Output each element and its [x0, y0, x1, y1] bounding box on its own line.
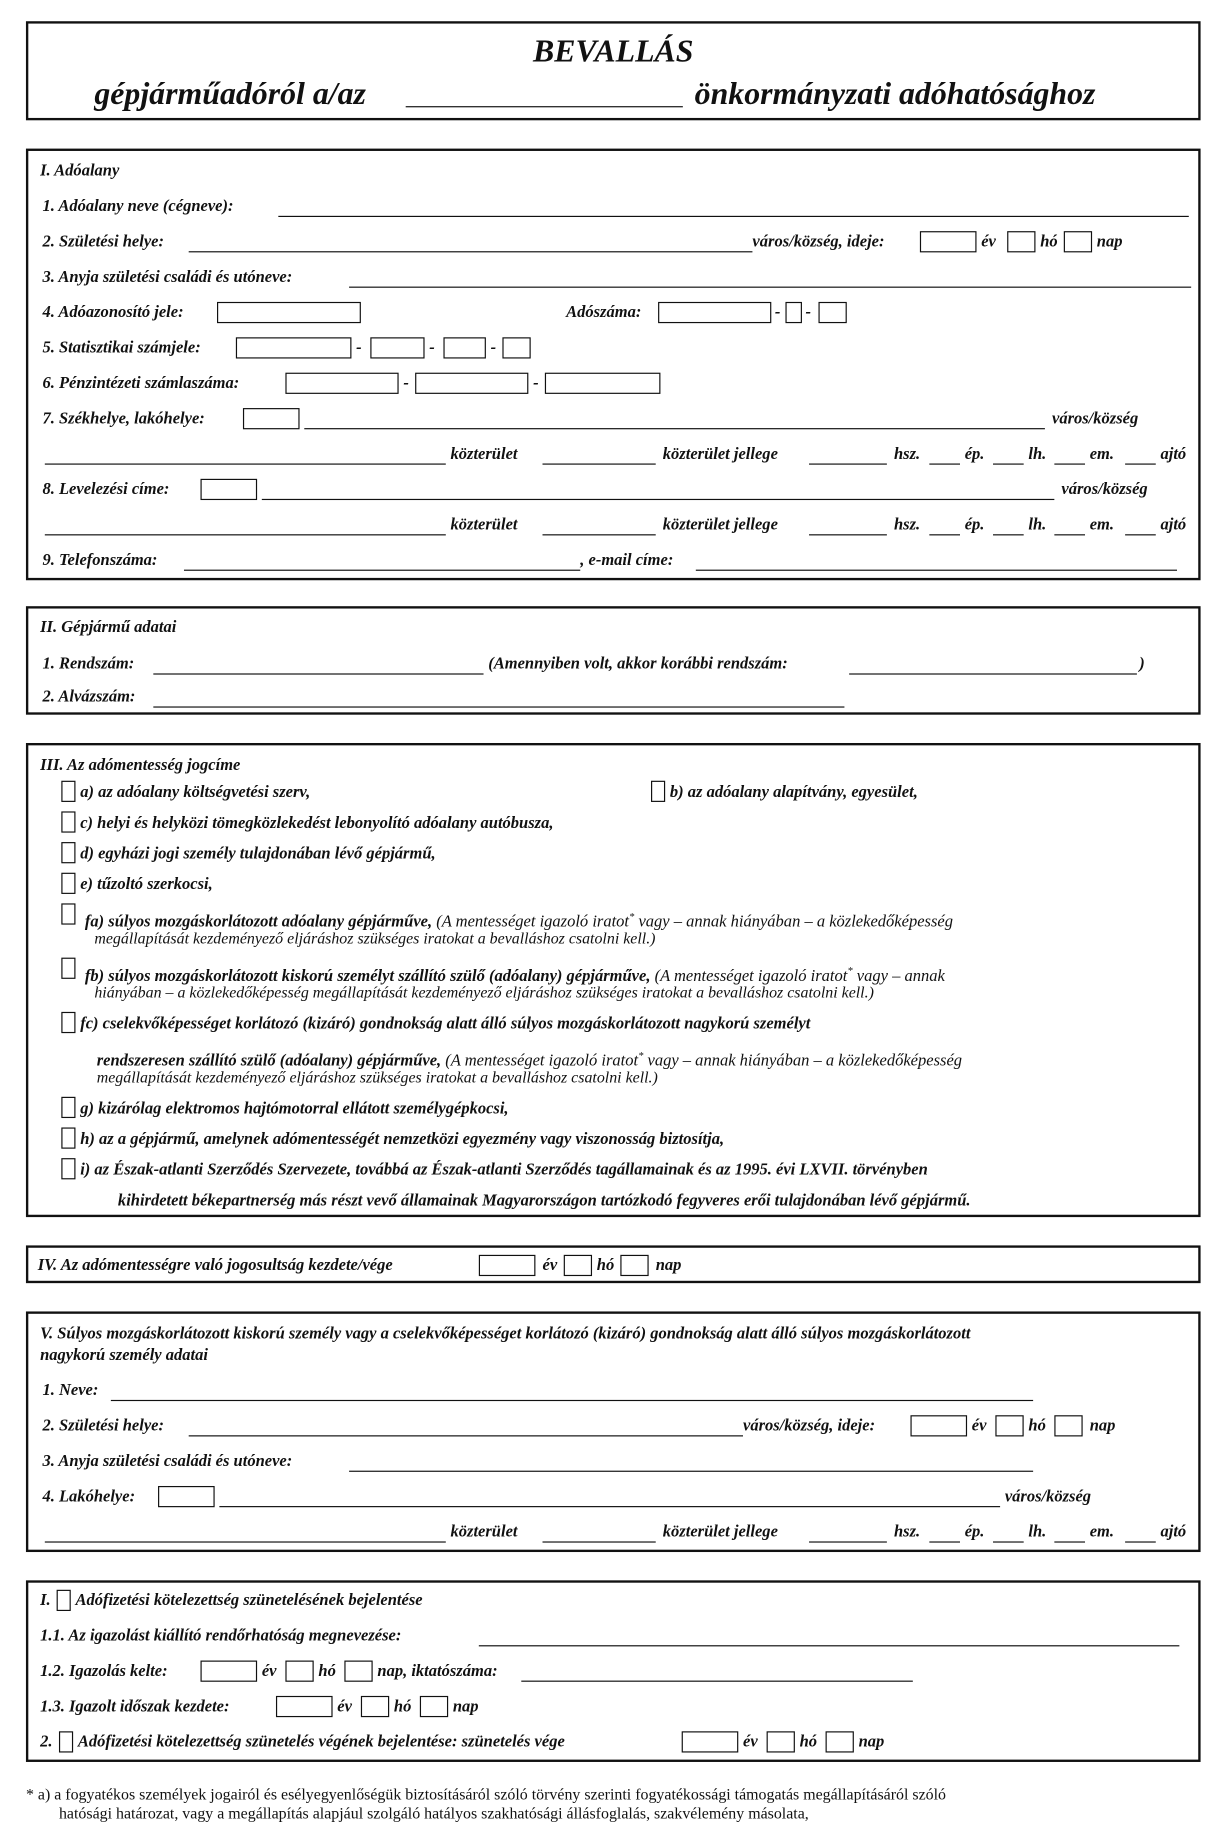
- section-taxpayer: [26, 149, 1201, 581]
- birth-date-label: város/község, ideje:: [752, 233, 885, 252]
- house-number-label: hsz.: [893, 445, 921, 464]
- day-label: nap: [1089, 1417, 1116, 1436]
- postal-code-box[interactable]: [243, 408, 300, 429]
- staircase-field[interactable]: [993, 463, 1024, 464]
- person-mother-name-label: 3. Anyja születési családi és utóneve:: [42, 1452, 293, 1471]
- mailing-door-field[interactable]: [1125, 534, 1156, 535]
- city-field[interactable]: [304, 428, 1045, 429]
- birth-day-box[interactable]: [1064, 231, 1092, 252]
- chassis-number-label: 2. Alvázszám:: [42, 688, 136, 707]
- dash: -: [805, 304, 812, 322]
- building-label: ép.: [964, 1523, 985, 1542]
- section-vehicle: [26, 606, 1201, 715]
- exemption-fc-note-2: vagy – annak hiányában – a közlekedőképesség: [647, 1052, 963, 1071]
- exemption-e-checkbox[interactable]: [61, 873, 75, 894]
- exemption-fa-note-2: vagy – annak hiányában – a közlekedőképesség: [638, 913, 953, 932]
- certificate-day-box[interactable]: [344, 1661, 372, 1682]
- footnote-line-1: * a) a fogyatékos személyek jogairól és esélyegyenlőségük biztosításáról szóló törvény szerinti fogyatékossági támogatás megállapításáról szóló: [25, 1785, 947, 1804]
- email-field[interactable]: [696, 570, 1177, 571]
- footnote-line-2: hatósági határozat, vagy a megállapítás alapjául szolgáló hatályos szakhatósági állásfoglalás, szakvélemény másolata,: [58, 1804, 809, 1823]
- mailing-house-number-field[interactable]: [809, 534, 887, 535]
- section-exemption: [26, 743, 1201, 1217]
- certificate-month-box[interactable]: [285, 1661, 313, 1682]
- statistical-code-box-1[interactable]: [236, 337, 352, 358]
- day-label: nap: [1096, 233, 1123, 252]
- exemption-b-checkbox[interactable]: [651, 781, 665, 802]
- section-title-2: nagykorú személy adatai: [40, 1346, 208, 1365]
- exemption-a-label: a) az adóalany költségvetési szerv,: [80, 784, 311, 802]
- street-type-label: közterület jellege: [662, 516, 778, 535]
- previous-plate-field[interactable]: [849, 673, 1137, 674]
- person-house-number-field[interactable]: [809, 1541, 887, 1542]
- section-title: V. Súlyos mozgáskorlátozott kiskorú személy vagy a cselekvőképességet korlátozó (kizáró) gondnokság alatt álló súlyos mozgáskorlátozott: [40, 1325, 971, 1344]
- dash: -: [533, 375, 539, 393]
- certified-period-label: 1.3. Igazolt időszak kezdete:: [40, 1698, 230, 1716]
- suspension-end-checkbox[interactable]: [59, 1731, 73, 1752]
- person-birth-day-box[interactable]: [1054, 1415, 1082, 1436]
- person-birth-year-box[interactable]: [910, 1415, 967, 1436]
- phone-field[interactable]: [184, 570, 580, 571]
- exemption-fb-note-2: vagy – annak: [856, 967, 945, 986]
- exemption-d-label: d) egyházi jogi személy tulajdonában lévő gépjármű,: [80, 845, 436, 864]
- month-label: hó: [596, 1257, 615, 1275]
- section-title: I. Adóalany: [40, 162, 120, 181]
- person-floor-field[interactable]: [1054, 1541, 1085, 1542]
- mailing-city-field[interactable]: [262, 499, 1055, 500]
- mailing-postal-code-box[interactable]: [200, 479, 257, 500]
- door-field[interactable]: [1125, 463, 1156, 464]
- exemption-fb-note-3: hiányában – a közlekedőképesség megállapítását kezdeményező eljáráshoz szükséges iratokat a bevalláshoz csatolni kell.): [94, 983, 874, 1002]
- suspension-number: I.: [40, 1592, 51, 1610]
- street-type-label: közterület jellege: [662, 1523, 778, 1542]
- day-label: nap: [858, 1733, 885, 1752]
- person-postal-code-box[interactable]: [158, 1486, 215, 1507]
- registration-number-field[interactable]: [521, 1681, 913, 1682]
- tax-id-label: 4. Adóazonosító jele:: [42, 304, 184, 322]
- street-label: közterület: [450, 516, 518, 535]
- house-number-field[interactable]: [809, 463, 887, 464]
- section-eligibility-period: [26, 1245, 1201, 1283]
- mother-name-label: 3. Anyja születési családi és utóneve:: [42, 268, 293, 287]
- house-number-label: hsz.: [893, 516, 921, 535]
- exemption-b-label: b) az adóalany alapítvány, egyesület,: [669, 784, 918, 802]
- exemption-fc-label: fc) cselekvőképességet korlátozó (kizáró) gondnokság alatt álló súlyos mozgáskorlátozott nagykorú személyt: [80, 1015, 811, 1034]
- mailing-building-field[interactable]: [929, 534, 960, 535]
- street-field[interactable]: [45, 463, 446, 464]
- previous-plate-label: (Amennyiben volt, akkor korábbi rendszám:: [488, 655, 788, 674]
- year-label: év: [742, 1733, 758, 1752]
- certificate-date-label: 1.2. Igazolás kelte:: [40, 1662, 168, 1681]
- mailing-staircase-field[interactable]: [993, 534, 1024, 535]
- person-birth-place-field[interactable]: [189, 1435, 743, 1436]
- plate-number-field[interactable]: [153, 673, 483, 674]
- door-label: ajtó: [1160, 516, 1187, 535]
- person-city-field[interactable]: [219, 1506, 1000, 1507]
- exemption-fc-checkbox[interactable]: [61, 1012, 75, 1033]
- bank-account-box-2[interactable]: [415, 373, 528, 394]
- year-label: év: [981, 233, 996, 252]
- email-label: , e-mail címe:: [580, 551, 674, 570]
- footnote-marker: *: [638, 1049, 644, 1062]
- exemption-fa-label: fa) súlyos mozgáskorlátozott adóalany gépjárműve,: [84, 913, 433, 932]
- period-day-box[interactable]: [420, 1696, 448, 1717]
- form-header: [26, 21, 1201, 120]
- dash: -: [429, 339, 435, 358]
- day-label: nap: [452, 1698, 479, 1716]
- chassis-number-field[interactable]: [153, 706, 844, 707]
- floor-label: em.: [1089, 445, 1115, 464]
- exemption-fc-note: (A mentességet igazoló iratot: [445, 1052, 639, 1071]
- suspension-end-day-box[interactable]: [826, 1731, 854, 1752]
- person-door-field[interactable]: [1125, 1541, 1156, 1542]
- staircase-label: lh.: [1028, 516, 1047, 535]
- period-month-box[interactable]: [361, 1696, 389, 1717]
- floor-label: em.: [1089, 516, 1115, 535]
- statistical-code-label: 5. Statisztikai számjele:: [42, 339, 201, 358]
- footnote-marker: *: [847, 964, 853, 977]
- bank-account-box-3[interactable]: [545, 373, 661, 394]
- certificate-year-box[interactable]: [200, 1661, 257, 1682]
- bank-account-box-1[interactable]: [285, 373, 398, 394]
- dash: -: [490, 339, 497, 358]
- dash: -: [774, 304, 781, 322]
- person-birth-month-box[interactable]: [995, 1415, 1023, 1436]
- person-staircase-field[interactable]: [993, 1541, 1024, 1542]
- month-label: hó: [799, 1733, 818, 1752]
- person-name-label: 1. Neve:: [42, 1382, 99, 1400]
- tax-number-label: Adószáma:: [566, 304, 642, 322]
- tax-number-box-1[interactable]: [658, 302, 771, 323]
- birth-month-box[interactable]: [1007, 231, 1035, 252]
- birth-place-label: 2. Születési helye:: [42, 233, 164, 252]
- street-type-label: közterület jellege: [662, 445, 778, 464]
- city-label: város/község: [1004, 1488, 1092, 1507]
- mailing-address-label: 8. Levelezési címe:: [42, 481, 170, 499]
- exemption-c-label: c) helyi és helyközi tömegközlekedést lebonyolító adóalany autóbusza,: [80, 814, 554, 833]
- suspension-end-number: 2.: [40, 1733, 53, 1752]
- exemption-fb-checkbox[interactable]: [61, 958, 75, 979]
- exemption-g-label: g) kizárólag elektromos hajtómotorral ellátott személygépkocsi,: [80, 1100, 509, 1119]
- exemption-i-checkbox[interactable]: [61, 1158, 75, 1179]
- taxpayer-name-field[interactable]: [278, 216, 1188, 217]
- form-subtitle-right: önkormányzati adóhatósághoz: [694, 75, 1096, 111]
- municipality-input[interactable]: [406, 106, 683, 107]
- month-label: hó: [1028, 1417, 1046, 1436]
- day-label: nap: [655, 1257, 682, 1275]
- exemption-fa-checkbox[interactable]: [61, 903, 75, 924]
- person-birth-date-label: város/község, ideje:: [742, 1417, 876, 1436]
- mother-name-field[interactable]: [349, 287, 1191, 288]
- building-label: ép.: [964, 445, 985, 464]
- mailing-floor-field[interactable]: [1054, 534, 1085, 535]
- mailing-city-label: város/község: [1061, 481, 1148, 499]
- section-title: III. Az adómentesség jogcíme: [40, 757, 241, 775]
- section-disabled-person: [26, 1311, 1201, 1552]
- house-number-label: hsz.: [893, 1523, 921, 1542]
- suspension-checkbox[interactable]: [57, 1590, 71, 1611]
- exemption-h-checkbox[interactable]: [61, 1127, 75, 1148]
- taxpayer-name-label: 1. Adóalany neve (cégneve):: [42, 198, 234, 216]
- exemption-fa-note-3: megállapítását kezdeményező eljáráshoz szükséges iratokat a bevalláshoz csatolni kell.): [94, 929, 656, 948]
- dash: -: [403, 375, 409, 393]
- exemption-i-label: i) az Észak-atlanti Szerződés Szervezete, továbbá az Észak-atlanti Szerződés tagállamainak és az 1995. évi LXVII. törvényben: [80, 1161, 928, 1180]
- floor-label: em.: [1089, 1523, 1115, 1542]
- exemption-e-label: e) tűzoltó szerkocsi,: [80, 876, 213, 894]
- city-label: város/község: [1051, 410, 1139, 429]
- eligibility-day-box[interactable]: [620, 1255, 648, 1276]
- year-label: év: [337, 1698, 352, 1716]
- footnote: [26, 1786, 1205, 1824]
- mailing-street-type-field[interactable]: [543, 534, 656, 535]
- footnote-marker: *: [629, 910, 635, 923]
- mailing-street-field[interactable]: [45, 534, 446, 535]
- tax-id-box[interactable]: [217, 302, 361, 323]
- form-subtitle-left: gépjárműadóról a/az: [94, 75, 366, 111]
- person-birth-place-label: 2. Születési helye:: [42, 1417, 164, 1436]
- floor-field[interactable]: [1054, 463, 1085, 464]
- person-building-field[interactable]: [929, 1541, 960, 1542]
- registered-address-label: 7. Székhelye, lakóhelye:: [42, 410, 205, 429]
- statistical-code-box-3[interactable]: [443, 337, 485, 358]
- registration-number-label: nap, iktatószáma:: [377, 1662, 498, 1681]
- suspension-end-year-box[interactable]: [682, 1731, 739, 1752]
- period-year-box[interactable]: [276, 1696, 333, 1717]
- month-label: hó: [318, 1662, 336, 1681]
- eligibility-month-box[interactable]: [564, 1255, 592, 1276]
- building-field[interactable]: [929, 463, 960, 464]
- exemption-a-checkbox[interactable]: [61, 781, 75, 802]
- birth-year-box[interactable]: [920, 231, 977, 252]
- exemption-fc-label-2: rendszeresen szállító szülő (adóalany) gépjárműve,: [96, 1052, 442, 1071]
- exemption-fa-note: (A mentességet igazoló iratot: [436, 913, 630, 932]
- plate-number-label: 1. Rendszám:: [42, 655, 135, 674]
- staircase-label: lh.: [1028, 1523, 1047, 1542]
- exemption-c-checkbox[interactable]: [61, 811, 75, 832]
- bank-account-label: 6. Pénzintézeti számlaszáma:: [42, 375, 240, 393]
- section-suspension: [26, 1580, 1201, 1762]
- street-label: közterület: [450, 445, 518, 464]
- section-title: IV. Az adómentességre való jogosultság kezdete/vége: [37, 1257, 393, 1275]
- month-label: hó: [393, 1698, 412, 1716]
- year-label: év: [542, 1257, 558, 1275]
- police-authority-label: 1.1. Az igazolást kiállító rendőrhatóság megnevezése:: [40, 1627, 402, 1646]
- building-label: ép.: [964, 516, 985, 535]
- statistical-code-box-2[interactable]: [370, 337, 424, 358]
- month-label: hó: [1040, 233, 1058, 252]
- street-type-field[interactable]: [543, 463, 656, 464]
- exemption-h-label: h) az a gépjármű, amelynek adómentességét nemzetközi egyezmény vagy viszonosság biztosítja,: [80, 1131, 725, 1149]
- form-title: BEVALLÁS: [533, 33, 694, 69]
- exemption-d-checkbox[interactable]: [61, 842, 75, 863]
- statistical-code-box-4[interactable]: [502, 337, 530, 358]
- phone-label: 9. Telefonszáma:: [42, 551, 158, 570]
- year-label: év: [261, 1662, 277, 1681]
- tax-number-box-2[interactable]: [785, 302, 802, 323]
- tax-number-box-3[interactable]: [818, 302, 846, 323]
- birth-place-field[interactable]: [189, 251, 753, 252]
- door-label: ajtó: [1160, 445, 1187, 464]
- exemption-fb-note: (A mentességet igazoló iratot: [654, 967, 848, 986]
- person-street-type-field[interactable]: [543, 1541, 656, 1542]
- person-street-field[interactable]: [45, 1541, 446, 1542]
- person-name-field[interactable]: [111, 1400, 1033, 1401]
- suspension-label: Adófizetési kötelezettség szünetelésének bejelentése: [75, 1592, 423, 1610]
- staircase-label: lh.: [1028, 445, 1047, 464]
- year-label: év: [971, 1417, 987, 1436]
- section-title: II. Gépjármű adatai: [40, 619, 177, 637]
- exemption-fb-label: fb) súlyos mozgáskorlátozott kiskorú személyt szállító szülő (adóalany) gépjárműve,: [84, 967, 651, 986]
- door-label: ajtó: [1160, 1523, 1187, 1542]
- exemption-fc-note-3: megállapítását kezdeményező eljáráshoz szükséges iratokat a bevalláshoz csatolni kell.): [96, 1068, 658, 1087]
- police-authority-field[interactable]: [479, 1645, 1180, 1646]
- person-residence-label: 4. Lakóhelye:: [42, 1488, 136, 1507]
- suspension-end-month-box[interactable]: [767, 1731, 795, 1752]
- dash: -: [356, 339, 362, 358]
- street-label: közterület: [450, 1523, 518, 1542]
- exemption-i-label-2: kihirdetett békepartnerség más részt vevő államainak Magyarországon tartózkodó fegyveres erői tulajdonában lévő gépjármű.: [117, 1192, 971, 1211]
- suspension-end-label: Adófizetési kötelezettség szünetelés végének bejelentése: szünetelés vége: [77, 1733, 565, 1752]
- exemption-g-checkbox[interactable]: [61, 1097, 75, 1118]
- eligibility-year-box[interactable]: [479, 1255, 536, 1276]
- person-mother-name-field[interactable]: [349, 1471, 1033, 1472]
- closing-parenthesis: ): [1139, 655, 1145, 674]
